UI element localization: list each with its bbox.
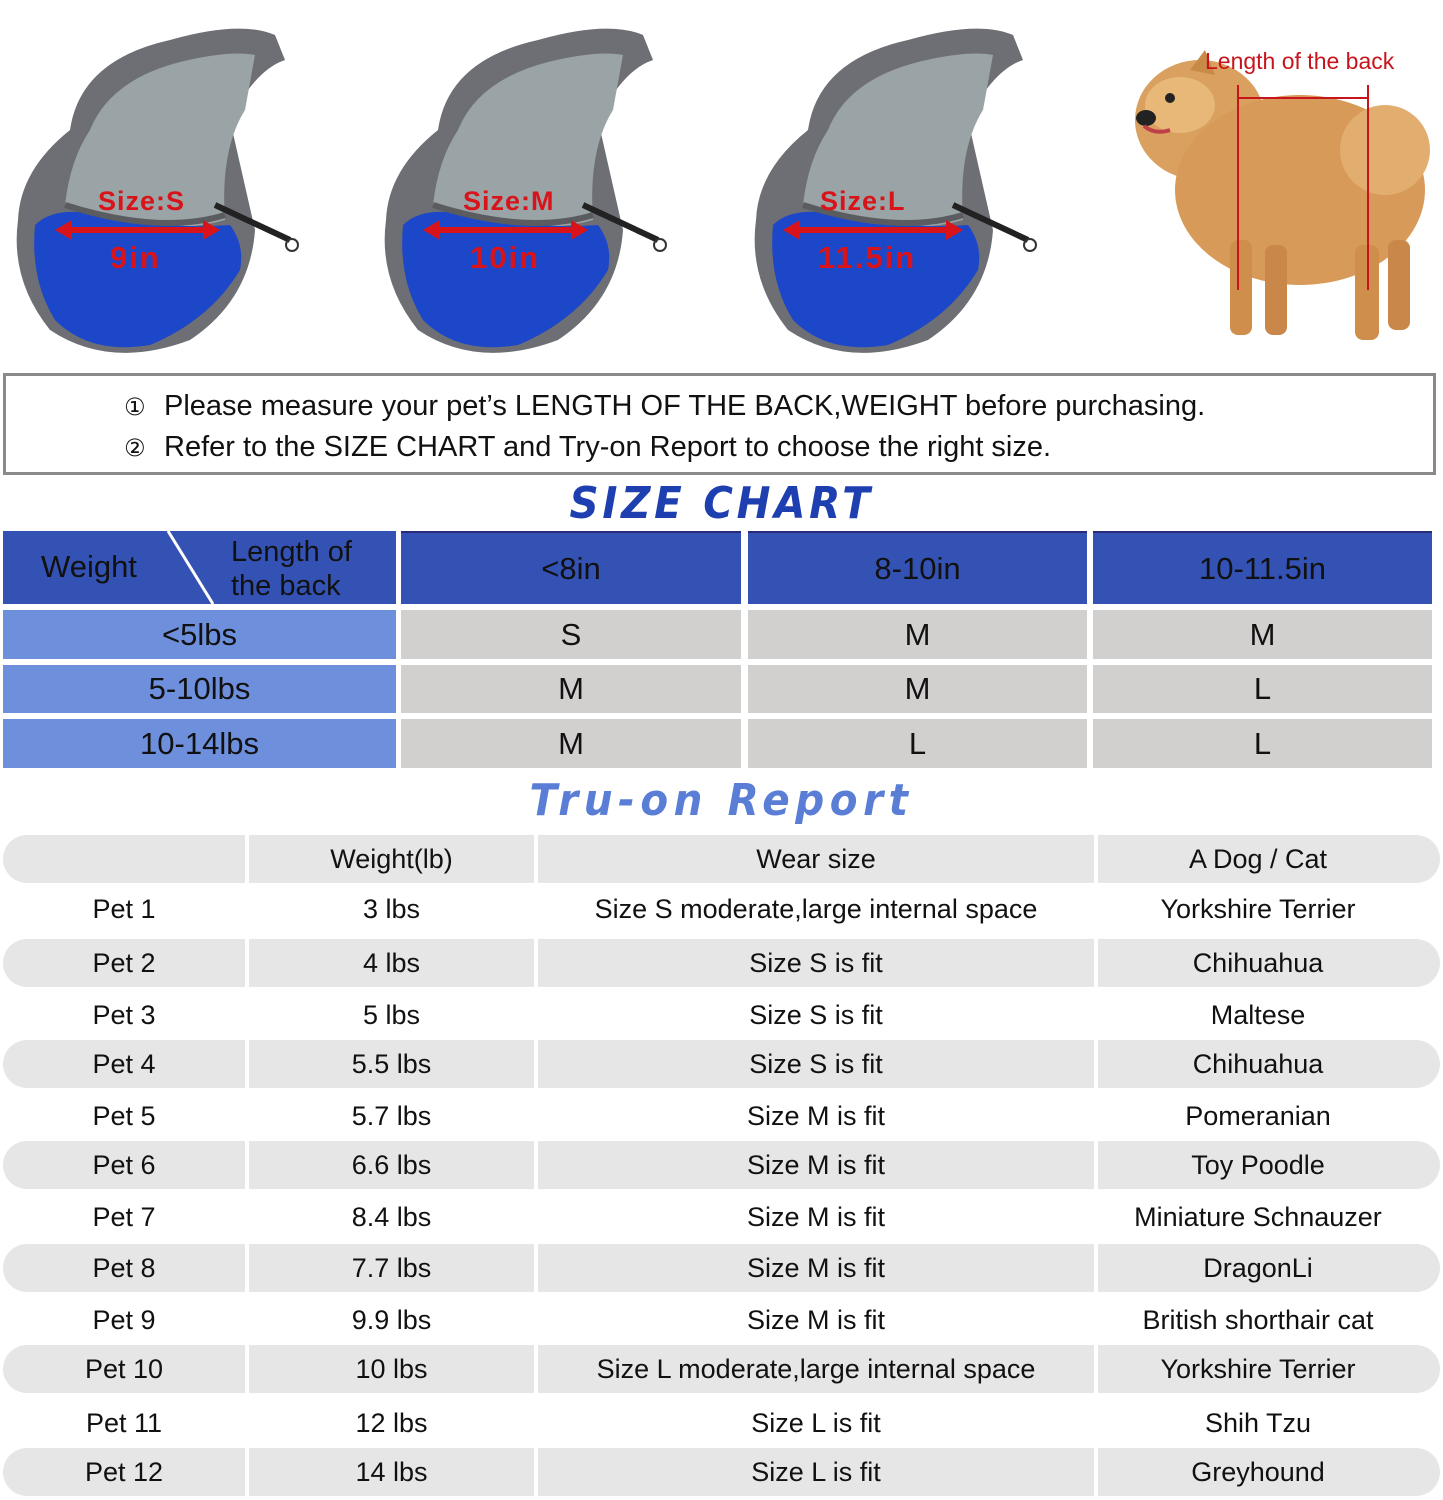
pet-type-cell: Maltese <box>1210 999 1306 1030</box>
size-chart-cell: S <box>401 610 741 659</box>
pet-type-cell: British shorthair cat <box>1142 1304 1374 1335</box>
header-cell-weight: Weight(lb) <box>330 843 453 874</box>
sling-size-label: Size:S <box>98 186 186 216</box>
length-of-back-label: Length of the back <box>1205 48 1395 74</box>
try-on-row <box>3 1040 1440 1088</box>
wear-size-cell: Size S moderate,large internal space <box>594 893 1038 924</box>
instruction-text: Please measure your pet’s LENGTH OF THE BACK,WEIGHT before purchasing. <box>164 390 1206 422</box>
sling-size-label: Size:L <box>820 186 906 216</box>
wear-size-cell: Size M is fit <box>746 1201 886 1232</box>
wear-size-cell: Size M is fit <box>746 1149 886 1180</box>
try-on-row <box>3 1092 1440 1140</box>
corner-length-line1: Length of <box>231 536 352 568</box>
pet-type-cell: Chihuahua <box>1192 947 1324 978</box>
sling-size-m-image <box>378 0 698 370</box>
try-on-row <box>3 1193 1440 1241</box>
size-chart-title: SIZE CHART <box>569 478 874 529</box>
pet-type-cell: Miniature Schnauzer <box>1134 1201 1382 1232</box>
try-on-report-title: Tru-on Report <box>529 775 914 826</box>
size-chart-cell: L <box>1093 665 1432 713</box>
product-illustrations <box>0 0 1443 370</box>
pet-name-cell: Pet 2 <box>92 947 156 978</box>
pet-type-cell: Greyhound <box>1191 1456 1325 1487</box>
wear-size-cell: Size M is fit <box>746 1252 886 1283</box>
instruction-number: ② <box>124 435 146 462</box>
size-chart-cell: M <box>748 610 1087 659</box>
size-chart-cell: L <box>748 719 1087 768</box>
weight-cell: 5 lbs <box>362 999 421 1030</box>
pet-type-cell: Shih Tzu <box>1204 1407 1312 1438</box>
weight-cell: 9.9 lbs <box>351 1304 432 1335</box>
try-on-row <box>3 1244 1440 1292</box>
wear-size-cell: Size L is fit <box>751 1407 881 1438</box>
try-on-row <box>3 991 1440 1039</box>
weight-cell: 10 lbs <box>355 1353 428 1384</box>
sling-measure-label: 9in <box>110 240 161 275</box>
weight-cell: 5.5 lbs <box>351 1048 432 1079</box>
size-chart-cell: M <box>401 665 741 713</box>
weight-cell: 8.4 lbs <box>351 1201 432 1232</box>
wear-size-cell: Size S is fit <box>749 999 883 1030</box>
size-chart-cell: L <box>1093 719 1432 768</box>
wear-size-cell: Size M is fit <box>746 1304 886 1335</box>
instructions-box <box>3 373 1436 475</box>
corner-length-line2: the back <box>231 570 341 602</box>
size-chart-column-header: <8in <box>401 531 741 604</box>
sling-measure-label: 11.5in <box>818 240 917 275</box>
try-on-row <box>3 939 1440 987</box>
weight-cell: 6.6 lbs <box>351 1149 432 1180</box>
pet-name-cell: Pet 11 <box>85 1407 163 1438</box>
header-cell-wear-size: Wear size <box>756 843 876 874</box>
weight-cell: 7.7 lbs <box>351 1252 432 1283</box>
wear-size-cell: Size L moderate,large internal space <box>596 1353 1036 1384</box>
header-cell-pet-type: A Dog / Cat <box>1188 843 1328 874</box>
corner-length-label <box>231 535 352 603</box>
pet-type-cell: Toy Poodle <box>1191 1149 1325 1180</box>
try-on-row <box>3 1296 1440 1344</box>
size-chart-row-header: 10-14lbs <box>3 719 396 768</box>
wear-size-cell: Size S is fit <box>749 1048 883 1079</box>
size-chart-cell: M <box>401 719 741 768</box>
size-chart-column-header: 10-11.5in <box>1093 531 1432 604</box>
pet-type-cell: Yorkshire Terrier <box>1160 893 1356 924</box>
weight-cell: 12 lbs <box>355 1407 428 1438</box>
try-on-header-row <box>3 835 1440 883</box>
try-on-row <box>3 1141 1440 1189</box>
wear-size-cell: Size M is fit <box>746 1100 886 1131</box>
size-chart-column-header: 8-10in <box>748 531 1087 604</box>
try-on-row <box>3 885 1440 933</box>
size-chart-cell: M <box>748 665 1087 713</box>
try-on-row <box>3 1399 1440 1447</box>
try-on-row <box>3 1345 1440 1393</box>
instruction-number: ① <box>124 394 146 421</box>
pet-name-cell: Pet 1 <box>92 893 156 924</box>
pet-name-cell: Pet 6 <box>92 1149 156 1180</box>
instruction-2 <box>124 431 1051 464</box>
pet-name-cell: Pet 7 <box>92 1201 156 1232</box>
sling-size-l-image <box>748 0 1068 370</box>
size-chart-row-header: <5lbs <box>3 610 396 659</box>
pet-type-cell: Yorkshire Terrier <box>1160 1353 1356 1384</box>
sling-size-s-image <box>10 0 330 370</box>
sling-measure-label: 10in <box>470 240 541 275</box>
corner-weight-label: Weight <box>41 549 137 584</box>
wear-size-cell: Size L is fit <box>751 1456 881 1487</box>
pet-name-cell: Pet 9 <box>92 1304 156 1335</box>
pet-name-cell: Pet 3 <box>92 999 156 1030</box>
weight-cell: 14 lbs <box>355 1456 428 1487</box>
try-on-row <box>3 1448 1440 1496</box>
weight-cell: 5.7 lbs <box>351 1100 432 1131</box>
pet-name-cell: Pet 12 <box>84 1456 164 1487</box>
pet-type-cell: Pomeranian <box>1185 1100 1331 1131</box>
pomeranian-dog-image <box>1130 40 1440 370</box>
weight-cell: 4 lbs <box>362 947 421 978</box>
size-chart-corner-header <box>3 531 396 604</box>
instruction-1 <box>124 390 1205 423</box>
pet-name-cell: Pet 4 <box>92 1048 156 1079</box>
weight-cell: 3 lbs <box>362 893 421 924</box>
pet-name-cell: Pet 10 <box>84 1353 164 1384</box>
pet-name-cell: Pet 8 <box>92 1252 156 1283</box>
pet-type-cell: Chihuahua <box>1192 1048 1324 1079</box>
sling-size-label: Size:M <box>463 186 555 216</box>
pet-type-cell: DragonLi <box>1203 1252 1313 1283</box>
wear-size-cell: Size S is fit <box>749 947 883 978</box>
size-chart-row-header: 5-10lbs <box>3 665 396 713</box>
instruction-text: Refer to the SIZE CHART and Try-on Report to choose the right size. <box>164 431 1052 463</box>
size-chart-cell: M <box>1093 610 1432 659</box>
header-cell-empty <box>3 835 245 883</box>
pet-name-cell: Pet 5 <box>92 1100 156 1131</box>
